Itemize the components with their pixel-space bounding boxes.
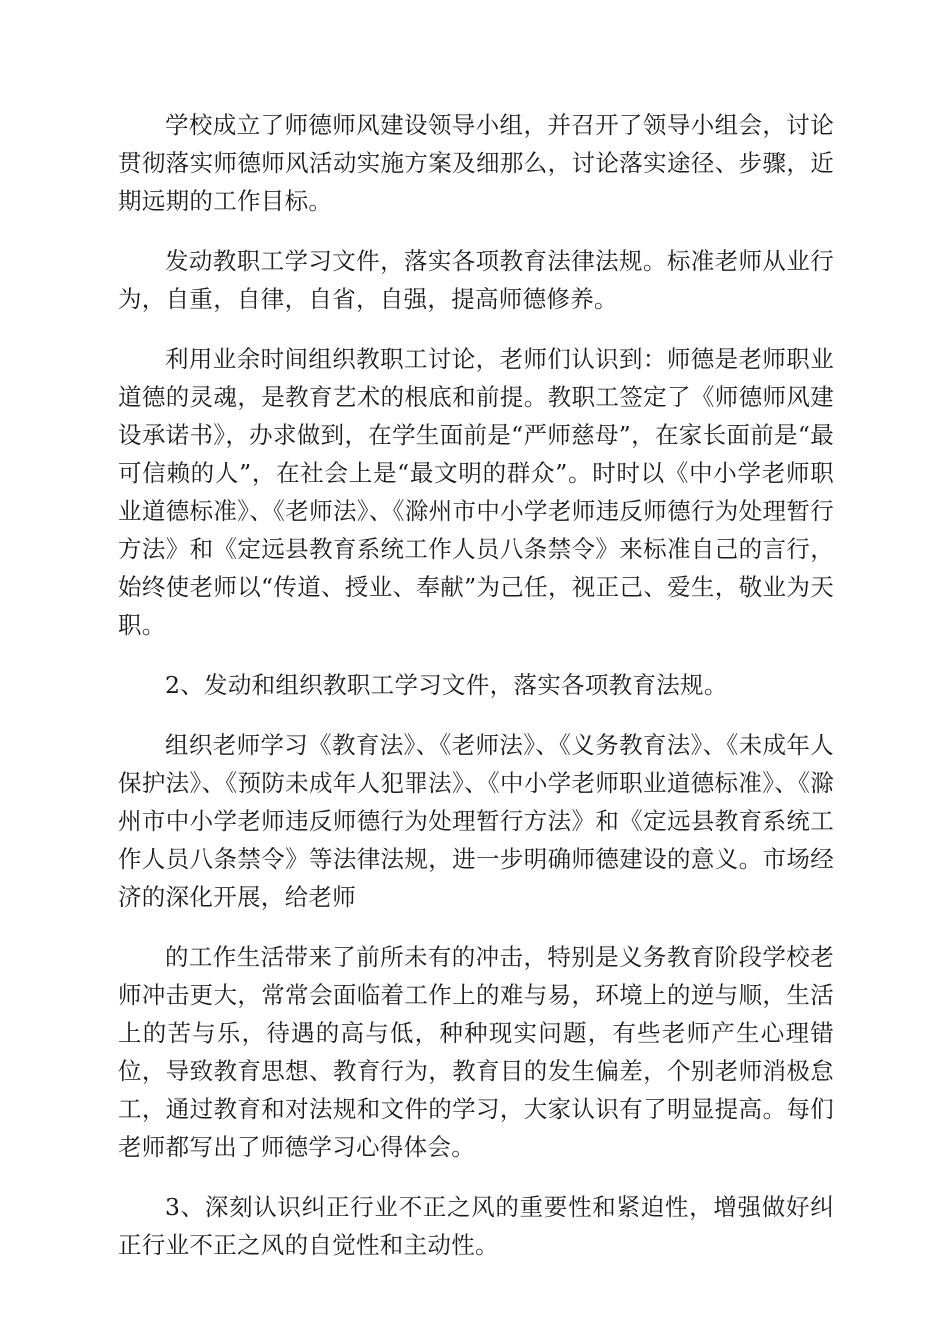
paragraph-work-impact: 的工作生活带来了前所未有的冲击，特别是义务教育阶段学校老师冲击更大，常常会面临着工作上的难与易，环境上的逆与顺，生活上的苦与乐，待遇的高与低，种种现实问题，有些老师产生心理错位，导致教育思想、教育行为，教育目的发生偏差，个别老师消极怠工，通过教育和对法规和文件的学习，大家认识有了明显提高。每们老师都写出了师德学习心得体会。 [118,943,834,1161]
paragraph-study-documents: 发动教职工学习文件，落实各项教育法律法规。标准老师从业行为，自重，自律，自省，自强，提高师德修养。 [118,247,834,313]
paragraph-discussion: 利用业余时间组织教职工讨论，老师们认识到：师德是老师职业道德的灵魂，是教育艺术的根底和前提。教职工签定了《师德师风建设承诺书》，办求做到，在学生面前是“严师慈母”，在家长面前是“最可信赖的人”，在社会上是“最文明的群众”。时时以《中小学老师职业道德标准》、《老师法》、《滁州市中小学老师违反师德行为处理暂行方法》和《定远县教育系统工作人员八条禁令》来标准自己的言行，始终使老师以“传道、授业、奉献”为己任，视正己、爱生，敬业为天职。 [118,345,834,639]
paragraph-section-3-heading: 3、深刻认识纠正行业不正之风的重要性和紧迫性，增强做好纠正行业不正之风的自觉性和主动性。 [118,1193,834,1259]
document-body [118,106,834,1286]
paragraph-leadership-group: 学校成立了师德师风建设领导小组，并召开了领导小组会，讨论贯彻落实师德师风活动实施方案及细那么，讨论落实途径、步骤，近期远期的工作目标。 [118,111,834,215]
paragraph-law-study: 组织老师学习《教育法》、《老师法》、《义务教育法》、《未成年人保护法》、《预防未成年人犯罪法》、《中小学老师职业道德标准》、《滁州市中小学老师违反师德行为处理暂行方法》和《定远县教育系统工作人员八条禁令》等法律法规，进一步明确师德建设的意义。市场经济的深化开展，给老师 [118,731,834,911]
paragraph-section-2-heading: 2、发动和组织教职工学习文件，落实各项教育法规。 [165,671,728,699]
